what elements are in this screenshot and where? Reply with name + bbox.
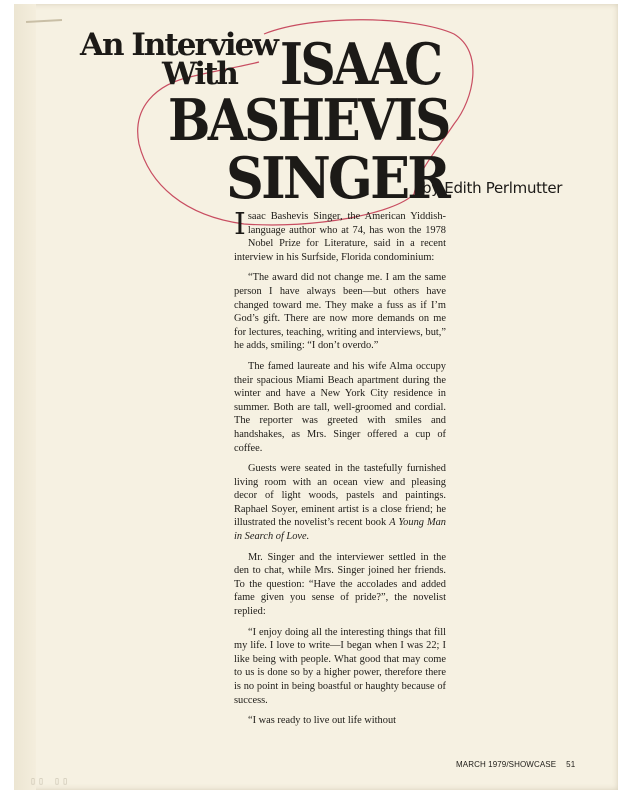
- title-an-interview: An Interview: [80, 27, 277, 63]
- magazine-page: [14, 4, 618, 790]
- name-isaac: ISAAC: [280, 31, 441, 98]
- article-column: [234, 207, 446, 735]
- name-singer: SINGER: [226, 145, 449, 212]
- page-left-edge: [14, 4, 36, 790]
- page-number: 51: [566, 760, 576, 769]
- paragraph: “I enjoy doing all the interesting things that fill my life. I love to write—I began when I was 22; I like being with people. What good that may come to us is done so by a higher power, therefore there is no point in being boastful or haughty because of success.: [234, 626, 446, 706]
- drop-cap: I: [234, 207, 246, 242]
- pencil-mark: [26, 19, 62, 23]
- paragraph: Guests were seated in the tastefully furnished living room with an ocean view and pleasing decor of light woods, pastels and paintings. Raphael Soyer, eminent artist is a close friend; he illustrated the novelist’s recent book A Young Man in Search of Love.: [234, 463, 446, 543]
- page-footer: [456, 760, 575, 769]
- byline: by Edith Perlmutter: [422, 179, 563, 197]
- title-with: With: [162, 56, 237, 92]
- name-bashevis: BASHEVIS: [168, 87, 449, 154]
- book-title: A Young Man in Search of Love.: [234, 517, 446, 543]
- paragraph: “The award did not change me. I am the same person I have always been—but others have changed toward me. They make a fuss as if I’m God’s gift. There are now more demands on me for lectures, teaching, writing and interviews, but,” he adds, smiling: “I don’t overdo.”: [234, 272, 446, 352]
- ghost-mark: ▯▯ ▯▯: [30, 776, 71, 787]
- paragraph: Mr. Singer and the interviewer settled in the den to chat, while Mrs. Singer joined her friends. To the question: “Have the accolades and added fame given you sense of pride?”, the novelist replied:: [234, 551, 446, 618]
- paragraph: “I was ready to live out life without: [248, 715, 397, 727]
- paragraph: The famed laureate and his wife Alma occupy their spacious Miami Beach apartment during the winter and have a New York City residence in summer. Both are tall, well-groomed and cordial. The reporter was greeted with smiles and handshakes, as Mrs. Singer offered a cup of coffee.: [234, 360, 446, 454]
- issue-label: MARCH 1979/SHOWCASE: [456, 760, 557, 769]
- paragraph: Isaac Bashevis Singer, the American Yiddish-language author who at 74, has won the 1978 Nobel Prize for Literature, said in a recent interview in his Surfside, Florida condominium:: [234, 207, 446, 263]
